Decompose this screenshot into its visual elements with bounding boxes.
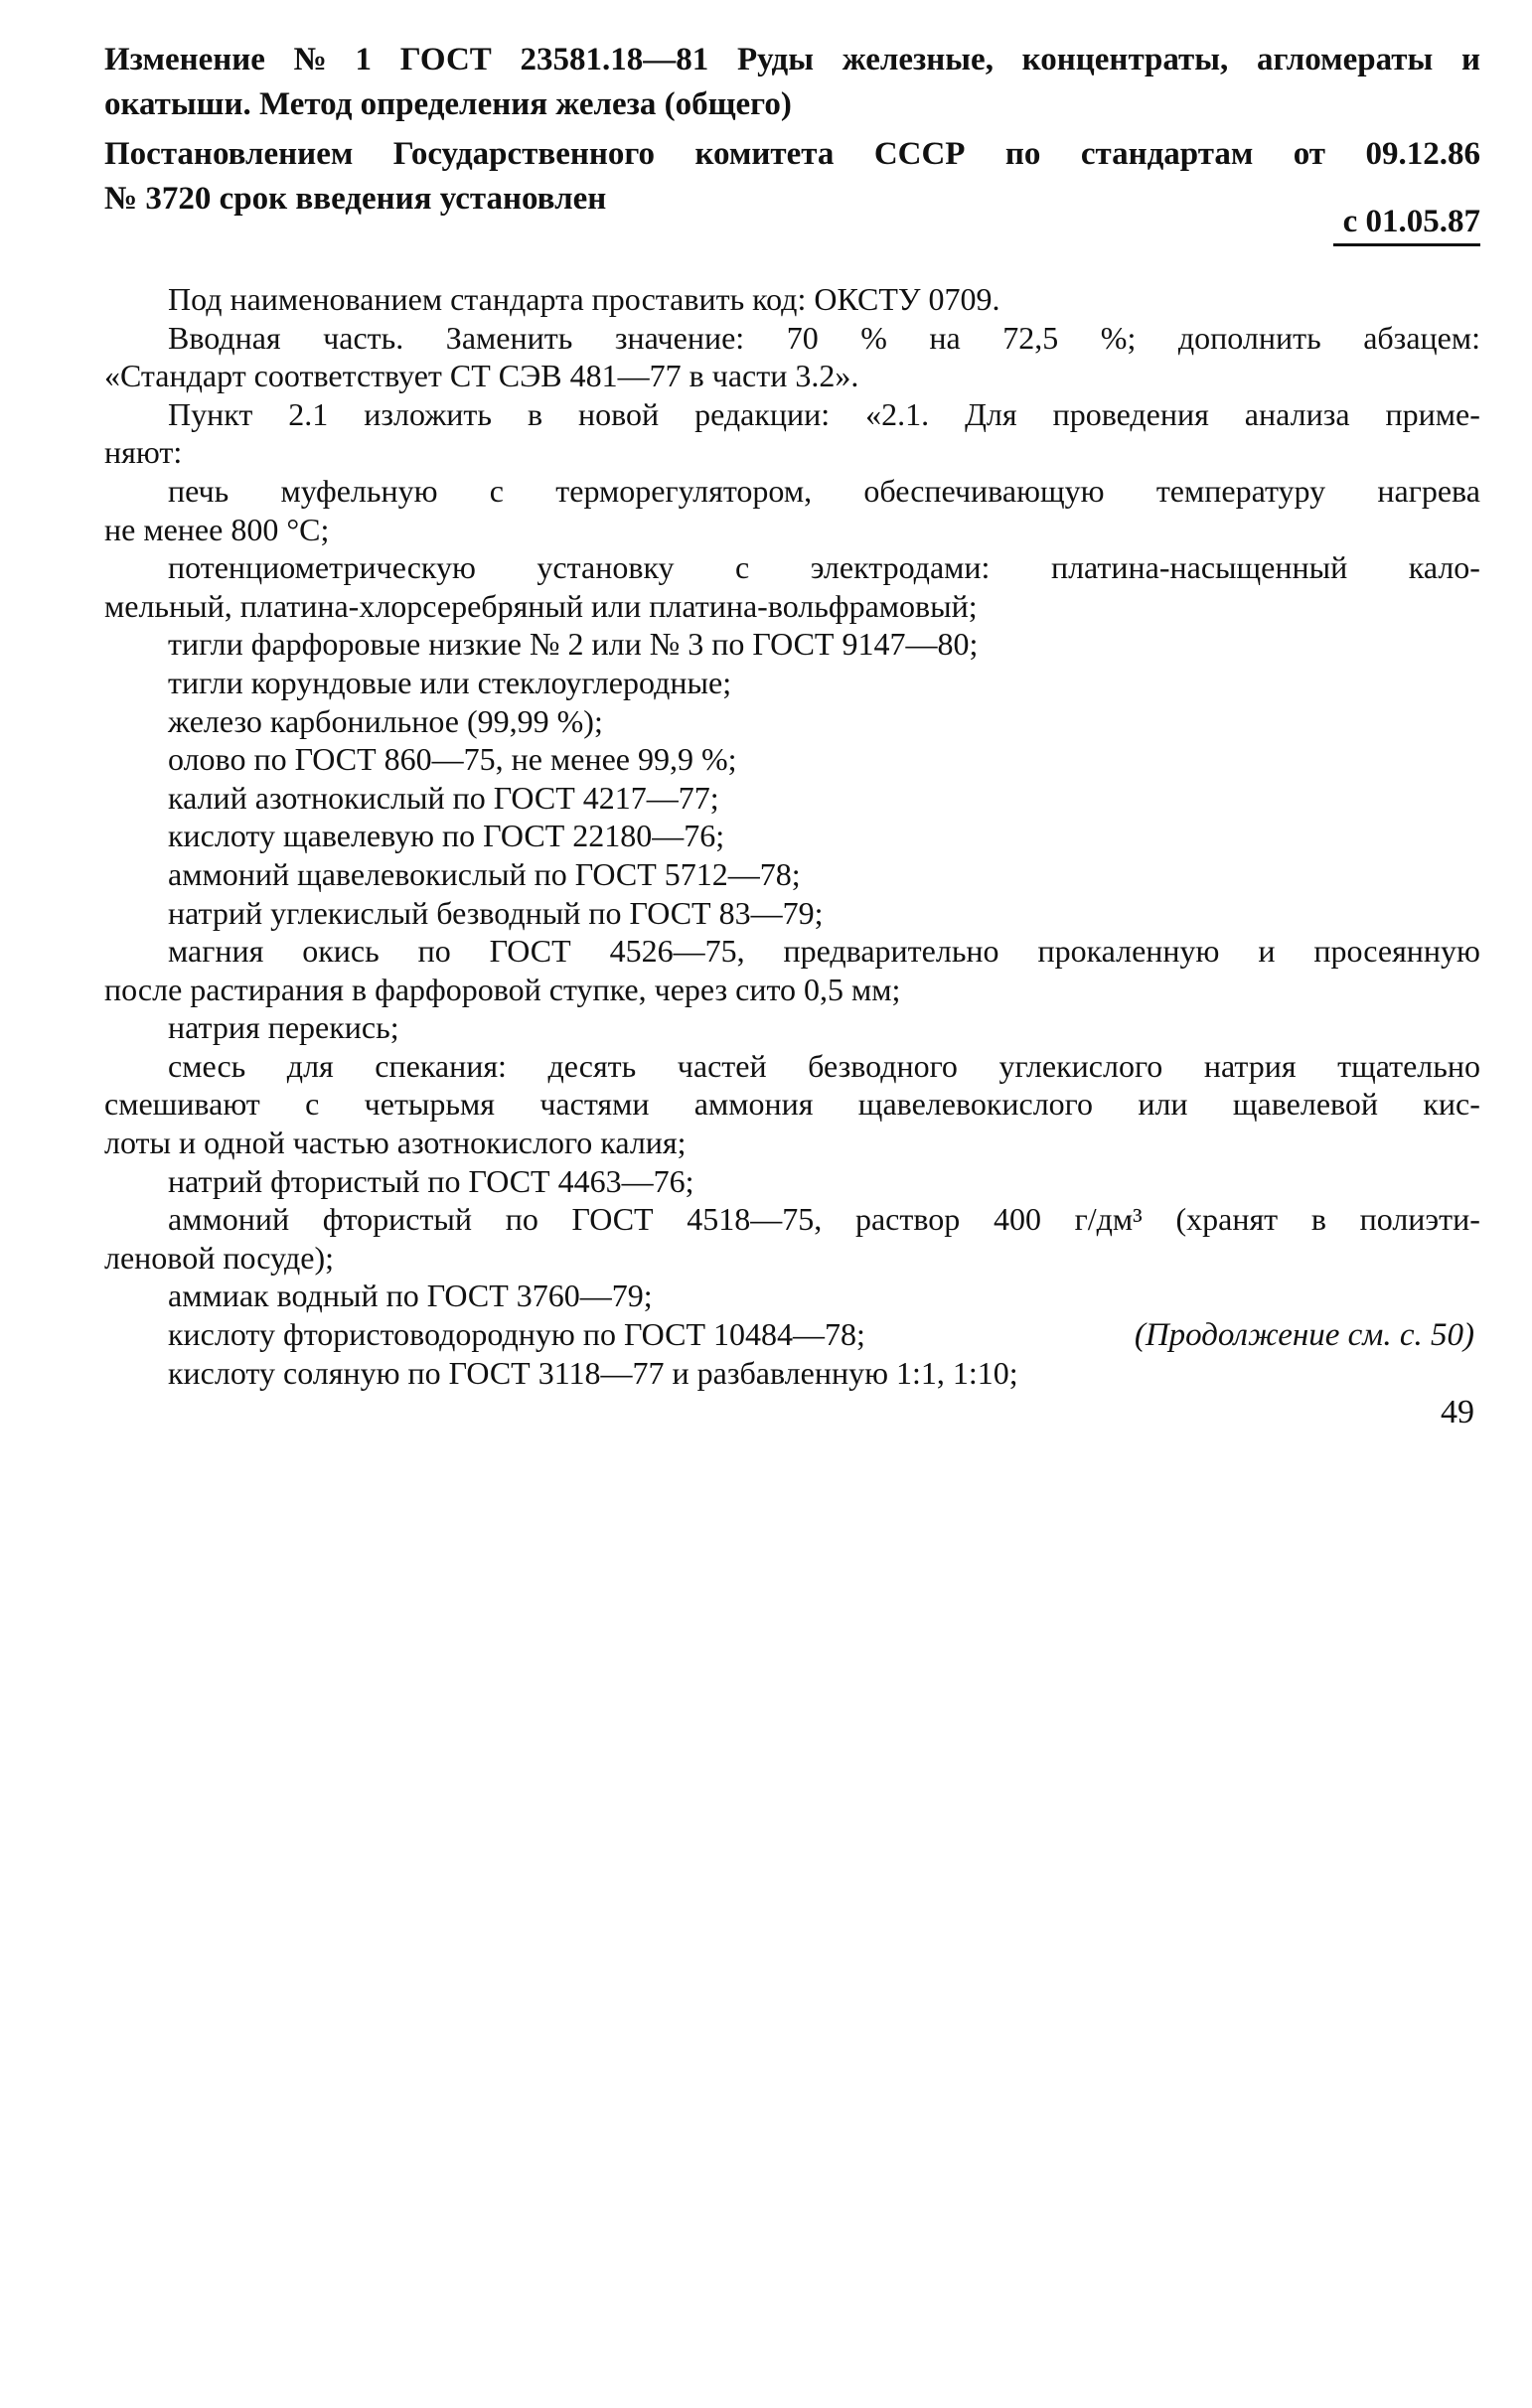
text-word: новой [578,395,660,432]
continuation-note: (Продолжение см. с. 50) [1134,1317,1474,1353]
text-line [104,1200,1480,1239]
text-word: по [505,1201,538,1238]
text-word: щавелевой [1232,1086,1379,1123]
text-word: Для [965,395,1017,432]
text-word: значение: [614,319,745,356]
text-word: платина-насыщенный [1050,549,1348,586]
text-word: Вводная [168,319,281,356]
text-line [104,932,1480,971]
text-word: приме- [1385,395,1480,432]
text-line: калий азотнокислый по ГОСТ 4217—77; [168,779,719,816]
text-line: тигли корундовые или стеклоуглеродные; [168,664,732,700]
decree-line-1 [104,132,1480,177]
text-line [104,1085,1480,1124]
text-word: аммония [693,1086,814,1123]
text-word: %; [1100,319,1137,356]
text-word: обеспечивающую [863,472,1105,509]
amendment-title [104,38,1480,127]
text-line [104,1047,1480,1086]
text-word: с [489,472,504,509]
text-word: 4518—75, [687,1201,823,1238]
text-word: кало- [1408,549,1480,586]
effective-date-underline [1333,243,1480,246]
text-word: смесь [168,1047,246,1084]
text-word: магния [168,933,264,970]
text-word: или [1138,1086,1188,1123]
text-word: Заменить [445,319,573,356]
text-word: (хранят [1175,1201,1279,1238]
decree-line-2: № 3720 срок введения установлен [104,181,607,217]
text-line: натрия перекись; [168,1009,399,1046]
text-line: кислоту фтористоводородную по ГОСТ 10484—78; [168,1316,865,1353]
text-word: для [286,1047,334,1084]
text-word: тщательно [1337,1047,1480,1084]
text-word: просеянную [1313,933,1480,970]
text-word: безводного [808,1047,958,1084]
text-word: кис- [1423,1086,1480,1123]
text-word: полиэти- [1359,1201,1480,1238]
header-word: агломераты [1256,42,1434,77]
text-word: изложить [364,395,492,432]
header-word: 23581.18—81 [520,42,709,77]
text-word: ГОСТ [489,933,571,970]
header-word: от [1293,136,1326,172]
text-word: с [305,1086,320,1123]
header-word: № [293,42,327,77]
text-line: леновой посуде); [104,1239,335,1276]
text-word: в [1310,1201,1326,1238]
text-word: спекания: [375,1047,507,1084]
header-word: 1 [355,42,373,77]
text-word: проведения [1052,395,1209,432]
text-word: и [1258,933,1276,970]
amendment-title-line-1 [104,38,1480,82]
text-word: 4526—75, [609,933,745,970]
text-word: Пункт [168,395,253,432]
text-word: терморегулятором, [555,472,813,509]
text-line: мельный, платина-хлорсеребряный или платина-вольфрамовый; [104,587,978,624]
header-word: Изменение [104,42,265,77]
text-word: прокаленную [1037,933,1220,970]
text-line: аммиак водный по ГОСТ 3760—79; [168,1278,653,1314]
text-word: установку [536,549,675,586]
text-word: дополнить [1177,319,1321,356]
text-word: с [735,549,750,586]
text-word: абзацем: [1363,319,1480,356]
amendment-title-line-2: окатыши. Метод определения железа (общего) [104,86,792,122]
text-word: «2.1. [865,395,930,432]
page-number: 49 [1441,1394,1474,1430]
text-line [104,395,1480,434]
text-word: г/дм³ [1074,1201,1143,1238]
text-word: редакции: [694,395,831,432]
text-word: смешивают [104,1086,260,1123]
text-line: после растирания в фарфоровой ступке, через сито 0,5 мм; [104,971,901,1007]
header-word: 09.12.86 [1365,136,1480,172]
header-word: СССР [873,136,966,172]
text-line: железо карбонильное (99,99 %); [168,702,603,739]
text-word: печь [168,472,230,509]
text-word: по [417,933,451,970]
header-word: железные, [842,42,994,77]
text-line: лоты и одной частью азотнокислого калия; [104,1125,687,1161]
text-word: 400 [993,1201,1041,1238]
header-word: и [1460,42,1480,77]
text-line: «Стандарт соответствует СТ СЭВ 481—77 в части 3.2». [104,358,859,394]
text-word: температуру [1155,472,1326,509]
header-word: Руды [736,42,815,77]
header-word: стандартам [1080,136,1254,172]
text-line [104,319,1480,358]
header-word: Государственного [392,136,656,172]
text-line [104,472,1480,511]
decree-statement [104,132,1480,222]
text-word: ГОСТ [571,1201,654,1238]
text-word: частями [539,1086,650,1123]
text-word: частей [677,1047,767,1084]
text-word: щавелевокислого [857,1086,1093,1123]
text-line: олово по ГОСТ 860—75, не менее 99,9 %; [168,741,737,778]
header-word: концентраты, [1021,42,1229,77]
text-line: няют: [104,434,183,471]
text-word: углекислого [998,1047,1163,1084]
text-word: потенциометрическую [168,549,476,586]
text-word: муфельную [280,472,438,509]
text-word: анализа [1244,395,1350,432]
text-word: % [860,319,887,356]
text-word: нагрева [1377,472,1480,509]
text-word: 70 [786,319,819,356]
text-line: аммоний щавелевокислый по ГОСТ 5712—78; [168,855,801,892]
text-word: раствор [854,1201,961,1238]
text-line: Под наименованием стандарта проставить код: ОКСТУ 0709. [168,281,1000,317]
text-line [104,548,1480,587]
text-word: часть. [323,319,404,356]
text-word: предварительно [783,933,999,970]
text-word: электродами: [810,549,991,586]
text-line: натрий углекислый безводный по ГОСТ 83—79; [168,894,824,931]
text-word: четырьмя [364,1086,495,1123]
effective-date: с 01.05.87 [1342,204,1480,239]
text-line: не менее 800 °С; [104,511,330,547]
text-line: тигли фарфоровые низкие № 2 или № 3 по ГОСТ 9147—80; [168,626,979,663]
text-word: 2.1 [288,395,329,432]
text-line: натрий фтористый по ГОСТ 4463—76; [168,1162,694,1199]
text-word: на [929,319,961,356]
header-word: комитета [694,136,835,172]
text-line: кислоту щавелевую по ГОСТ 22180—76; [168,818,725,854]
text-word: натрия [1203,1047,1297,1084]
text-word: окись [302,933,380,970]
header-word: ГОСТ [399,42,492,77]
text-line: кислоту соляную по ГОСТ 3118—77 и разбавленную 1:1, 1:10; [168,1354,1018,1391]
text-word: фтористый [322,1201,472,1238]
amendment-body-text [104,280,1480,1392]
header-word: Постановлением [104,136,354,172]
text-word: 72,5 [1002,319,1059,356]
header-word: по [1004,136,1041,172]
text-word: в [527,395,543,432]
text-word: аммоний [168,1201,290,1238]
text-word: десять [547,1047,637,1084]
